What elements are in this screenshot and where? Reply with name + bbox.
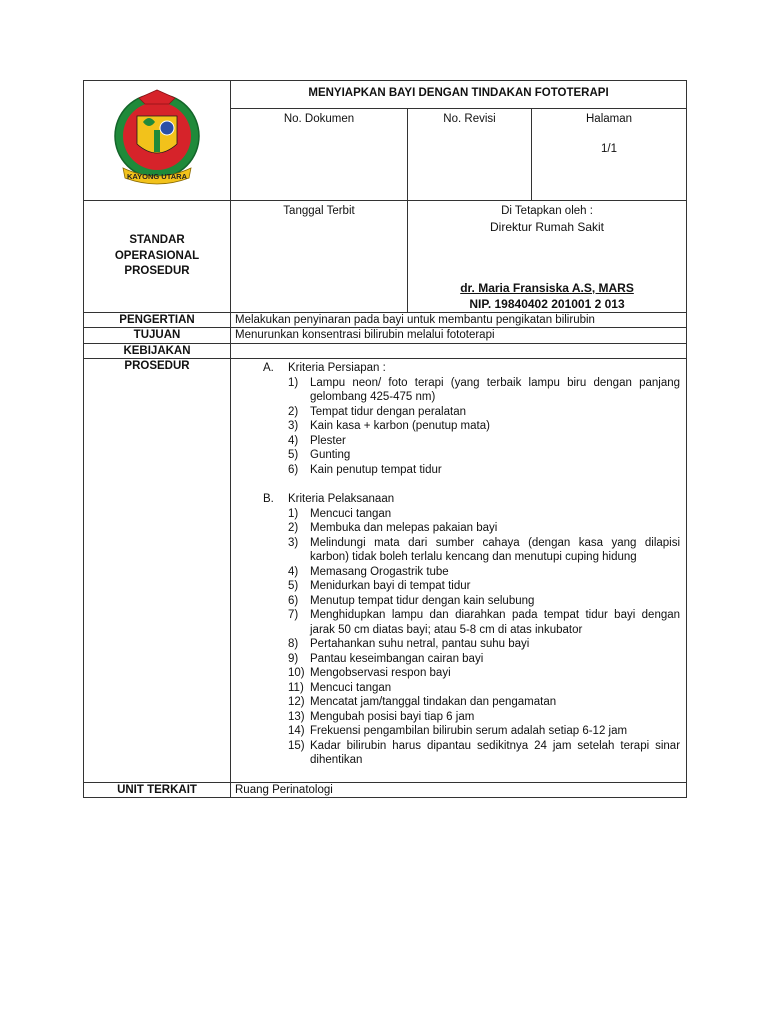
step-number: 14) — [288, 725, 305, 737]
procedure-step — [251, 681, 680, 696]
step-text: Mencuci tangan — [310, 681, 392, 694]
tujuan-value: Menurunkan konsentrasi bilirubin melalui fototerapi — [231, 328, 687, 344]
unit-terkait-value: Ruang Perinatologi — [231, 782, 687, 798]
sop-document-table — [83, 80, 687, 798]
procedure-step — [251, 652, 680, 667]
step-number: 5) — [288, 449, 299, 461]
step-number: 6) — [288, 463, 299, 476]
section-a-letter: A. — [263, 362, 274, 374]
sop-label-cell — [84, 201, 231, 313]
section-a-list — [251, 376, 680, 478]
procedure-step — [251, 448, 680, 463]
step-number: 9) — [288, 652, 299, 665]
step-number: 13) — [288, 710, 305, 723]
step-text: Mengobservasi respon bayi — [310, 667, 451, 679]
step-number: 7) — [288, 609, 299, 621]
step-text: Menutup tempat tidur dengan kain selubung — [310, 594, 535, 607]
procedure-step — [251, 434, 680, 449]
sop-label-line1: STANDAR — [129, 234, 185, 246]
tanggal-terbit-cell — [231, 201, 408, 313]
step-number: 8) — [288, 638, 299, 650]
no-dokumen-cell — [231, 109, 408, 201]
halaman-label: Halaman — [586, 113, 633, 125]
step-number: 1) — [288, 376, 299, 389]
step-text: Mencuci tangan — [310, 507, 392, 520]
step-text: Kain penutup tempat tidur — [310, 463, 442, 476]
tujuan-label: TUJUAN — [84, 328, 231, 344]
procedure-step — [251, 579, 680, 594]
prosedur-steps-cell — [231, 359, 687, 783]
procedure-step — [251, 739, 680, 768]
step-text: Menidurkan bayi di tempat tidur — [310, 580, 471, 592]
sop-label-line2: OPERASIONAL — [114, 249, 200, 262]
step-number: 5) — [288, 580, 299, 592]
step-text: Tempat tidur dengan peralatan — [310, 405, 466, 418]
ditetapkan-role: Direktur Rumah Sakit — [489, 219, 605, 234]
step-number: 2) — [288, 522, 299, 534]
kebijakan-label: KEBIJAKAN — [84, 343, 231, 359]
procedure-step — [251, 419, 680, 434]
section-a-title: Kriteria Persiapan : — [288, 362, 386, 374]
regency-emblem-logo — [109, 86, 205, 190]
pengertian-value: Melakukan penyinaran pada bayi untuk membantu pengikatan bilirubin — [231, 312, 687, 328]
signatory-name: dr. Maria Fransiska A.S, MARS — [460, 280, 634, 295]
procedure-step — [251, 463, 680, 478]
procedure-step — [251, 695, 680, 710]
procedure-step — [251, 637, 680, 652]
section-b-letter: B. — [263, 493, 274, 505]
no-dokumen-label: No. Dokumen — [283, 113, 355, 125]
no-revisi-label: No. Revisi — [443, 113, 496, 125]
step-number: 1) — [288, 507, 299, 520]
procedure-step — [251, 521, 680, 536]
procedure-step — [251, 376, 680, 405]
step-text: Melindungi mata dari sumber cahaya (dengan kasa yang dilapisi karbon) tidak boleh terlalu kencang dan menutupi cuping hidung — [310, 536, 681, 563]
halaman-cell — [532, 109, 687, 201]
halaman-value: 1/1 — [601, 142, 618, 155]
procedure-step — [251, 536, 680, 565]
signatory-nip: NIP. 19840402 201001 2 013 — [469, 296, 625, 311]
step-text: Kain kasa + karbon (penutup mata) — [310, 420, 490, 432]
ditetapkan-cell — [408, 201, 687, 313]
logo-ribbon-text: KAYONG UTARA — [126, 172, 188, 182]
prosedur-label: PROSEDUR — [84, 359, 231, 783]
ditetapkan-label: Di Tetapkan oleh : — [501, 205, 593, 217]
step-text: Pertahankan suhu netral, pantau suhu bayi — [310, 638, 530, 650]
step-number: 4) — [288, 565, 299, 578]
step-number: 2) — [288, 405, 299, 418]
section-a — [251, 361, 680, 477]
step-text: Gunting — [310, 449, 351, 461]
step-number: 15) — [288, 739, 305, 752]
step-number: 3) — [288, 536, 299, 549]
step-text: Pantau keseimbangan cairan bayi — [310, 652, 484, 665]
no-revisi-cell — [408, 109, 532, 201]
step-number: 12) — [288, 696, 305, 708]
step-text: Frekuensi pengambilan bilirubin serum adalah setiap 6-12 jam — [310, 725, 628, 737]
section-b — [251, 492, 680, 768]
step-text: Membuka dan melepas pakaian bayi — [310, 522, 498, 534]
step-number: 10) — [288, 667, 305, 679]
step-number: 6) — [288, 594, 299, 607]
step-number: 3) — [288, 420, 299, 432]
step-text: Menghidupkan lampu dan diarahkan pada tempat tidur bayi dengan jarak 50 cm diatas bayi; atau 5-8 cm di atas inkubator — [310, 609, 681, 636]
kebijakan-value — [231, 343, 687, 359]
section-b-list — [251, 507, 680, 768]
step-text: Plester — [310, 434, 346, 447]
procedure-step — [251, 710, 680, 725]
procedure-step — [251, 507, 680, 522]
procedure-step — [251, 405, 680, 420]
step-text: Kadar bilirubin harus dipantau sedikitnya 24 jam setelah terapi sinar dihentikan — [310, 739, 681, 766]
tanggal-terbit-label: Tanggal Terbit — [283, 205, 355, 217]
document-title: MENYIAPKAN BAYI DENGAN TINDAKAN FOTOTERAPI — [231, 81, 687, 109]
pengertian-label: PENGERTIAN — [84, 312, 231, 328]
step-number: 4) — [288, 434, 299, 447]
procedure-step — [251, 608, 680, 637]
procedure-step — [251, 565, 680, 580]
sop-label-line3: PROSEDUR — [124, 265, 190, 277]
unit-terkait-label: UNIT TERKAIT — [84, 782, 231, 798]
procedure-step — [251, 724, 680, 739]
logo-cell — [84, 81, 231, 201]
procedure-step — [251, 666, 680, 681]
step-text: Mencatat jam/tanggal tindakan dan pengamatan — [310, 696, 557, 708]
step-number: 11) — [288, 681, 304, 694]
step-text: Lampu neon/ foto terapi (yang terbaik lampu biru dengan panjang gelombang 425-475 nm) — [310, 376, 681, 403]
procedure-step — [251, 594, 680, 609]
section-b-title: Kriteria Pelaksanaan — [288, 493, 395, 505]
step-text: Mengubah posisi bayi tiap 6 jam — [310, 710, 475, 723]
step-text: Memasang Orogastrik tube — [310, 565, 449, 578]
